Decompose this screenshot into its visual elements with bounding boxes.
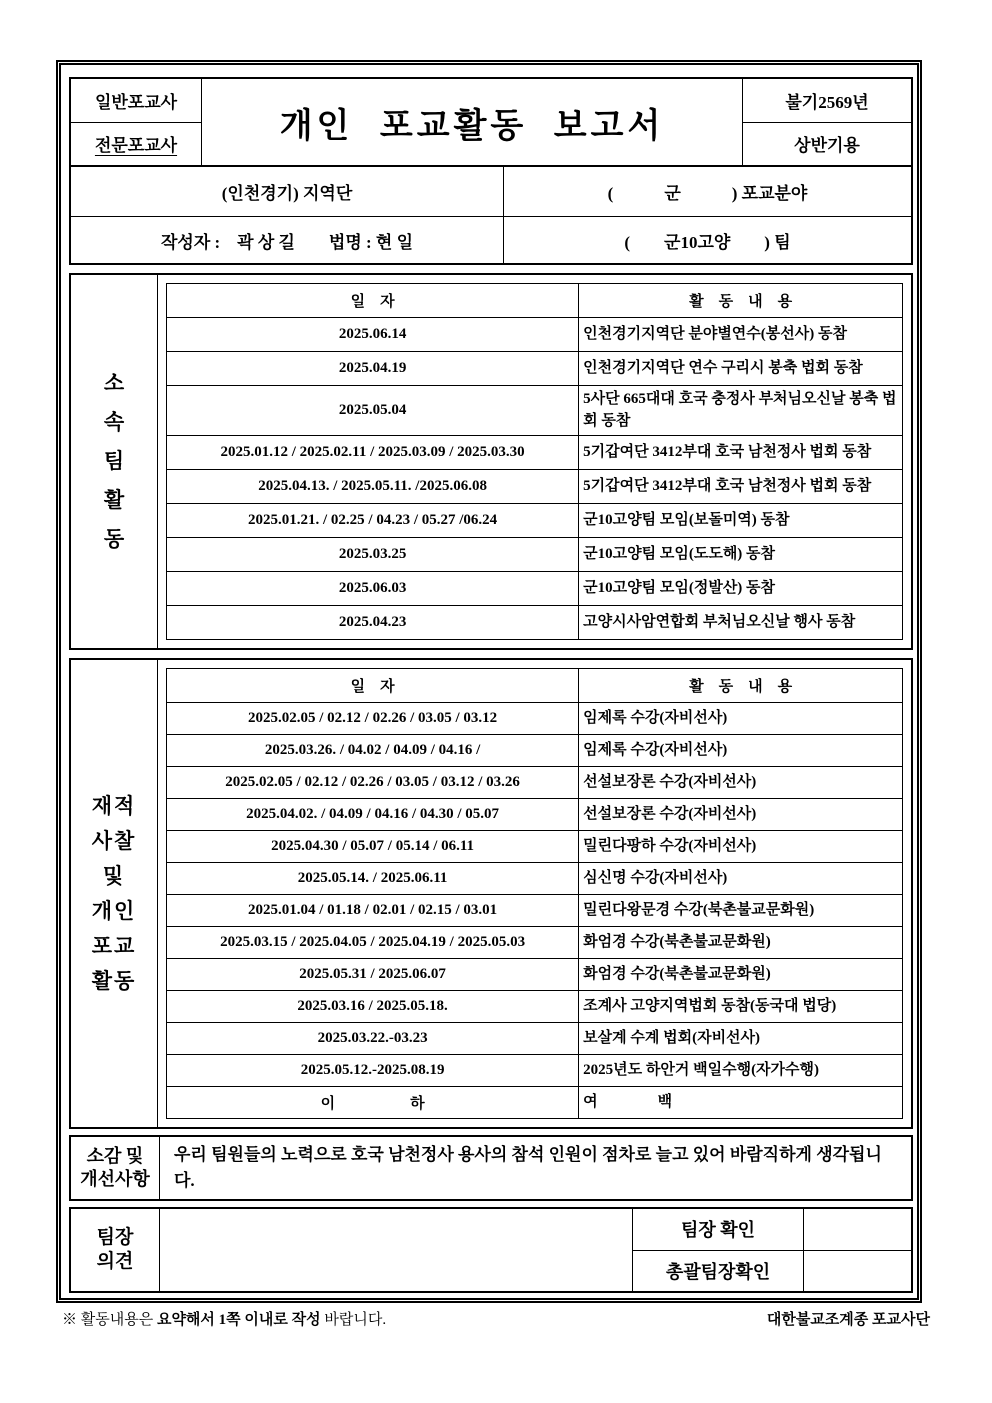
activity-cell: 선설보장론 수강(자비선사) [579, 799, 903, 831]
label-char: 팀 [103, 449, 125, 473]
footer-note [62, 1308, 386, 1329]
table-row [167, 767, 903, 799]
activity-cell: 밀린다왕문경 수강(북촌불교문화원) [579, 895, 903, 927]
approval-sign-column [633, 1209, 911, 1291]
personal-activity-section [69, 658, 913, 1129]
table-row [167, 831, 903, 863]
date-cell: 2025.01.21. / 02.25 / 04.23 / 05.27 /06.24 [167, 504, 579, 538]
date-cell: 2025.05.04 [167, 386, 579, 436]
table-row [167, 735, 903, 767]
general-leader-signature-cell [804, 1251, 911, 1292]
region-text: (인천경기) 지역단 [221, 184, 353, 203]
table-row [167, 606, 903, 640]
team-activity-table-area [158, 275, 911, 648]
team-cell [504, 217, 911, 263]
date-cell: 2025.03.16 / 2025.05.18. [167, 991, 579, 1023]
buddhist-year: 불기2569년 [785, 92, 869, 112]
table-header-row [167, 284, 903, 318]
table-row [167, 318, 903, 352]
date-cell: 2025.05.14. / 2025.06.11 [167, 863, 579, 895]
date-cell: 2025.01.04 / 01.18 / 02.01 / 02.15 / 03.01 [167, 895, 579, 927]
activity-cell: 선설보장론 수강(자비선사) [579, 767, 903, 799]
activity-cell: 군10고양팀 모임(보돌미역) 동참 [579, 504, 903, 538]
date-cell: 2025.02.05 / 02.12 / 02.26 / 03.05 / 03.12 [167, 703, 579, 735]
date-cell: 2025.01.12 / 2025.02.11 / 2025.03.09 / 2025.03.30 [167, 436, 579, 470]
date-cell: 2025.04.23 [167, 606, 579, 640]
label-char: 동 [103, 527, 125, 551]
remarks-label-line2: 개선사항 [80, 1169, 150, 1189]
half-period: 상반기용 [794, 136, 860, 156]
field-cell [504, 167, 911, 216]
activity-cell: 5기갑여단 3412부대 호국 남천정사 법회 동참 [579, 470, 903, 504]
writer-cell [71, 217, 504, 263]
activity-cell: 화엄경 수강(북촌불교문화원) [579, 927, 903, 959]
table-row [167, 799, 903, 831]
writer-text: 작성자 : 곽 상 길 법명 : 현 일 [160, 232, 414, 252]
label-char: 소 [103, 371, 125, 395]
remarks-label [71, 1137, 160, 1199]
column-header-date: 일 자 [167, 284, 579, 318]
label-word: 포교 [91, 933, 137, 958]
table-row [167, 386, 903, 436]
activity-cell: 여 백 [579, 1087, 903, 1119]
table-row [167, 352, 903, 386]
page-title: 개인 포교활동 보고서 [279, 107, 665, 145]
team-leader-approval-row [633, 1209, 911, 1251]
header-box [69, 77, 913, 265]
region-cell [71, 167, 504, 216]
date-cell: 2025.04.19 [167, 352, 579, 386]
activity-cell: 군10고양팀 모임(정발산) 동참 [579, 572, 903, 606]
footer-note-prefix: ※ 활동내용은 [62, 1312, 157, 1328]
table-row [167, 703, 903, 735]
activity-cell: 임제록 수강(자비선사) [579, 703, 903, 735]
personal-activity-table [166, 668, 903, 1119]
general-leader-confirm-text: 총괄팀장확인 [665, 1261, 771, 1282]
remarks-text: 우리 팀원들의 노력으로 호국 남천정사 용사의 참석 인원이 점차로 늘고 있어 바람직하게 생각됩니다. [174, 1144, 882, 1190]
badge-general-label: 일반포교사 [94, 92, 178, 112]
column-header-date: 일 자 [167, 669, 579, 703]
personal-activity-table-area [158, 660, 911, 1127]
remarks-label-line1: 소감 및 [86, 1145, 144, 1166]
table-row [167, 991, 903, 1023]
team-leader-signature-cell [804, 1209, 911, 1250]
activity-cell: 5사단 665대대 호국 충정사 부처님오신날 봉축 법회 동참 [579, 386, 903, 436]
footer-note-bold: 요약해서 1쪽 이내로 작성 [156, 1312, 321, 1328]
form-outer-border [56, 60, 922, 1303]
column-header-activity: 활 동 내 용 [579, 284, 903, 318]
buddhist-year-cell [743, 79, 911, 123]
year-period-column [742, 79, 911, 165]
table-header-row [167, 669, 903, 703]
date-cell: 2025.04.02. / 04.09 / 04.16 / 04.30 / 05.07 [167, 799, 579, 831]
activity-cell: 5기갑여단 3412부대 호국 남천정사 법회 동참 [579, 436, 903, 470]
date-cell: 2025.03.25 [167, 538, 579, 572]
date-cell: 2025.03.15 / 2025.04.05 / 2025.04.19 / 2025.05.03 [167, 927, 579, 959]
activity-cell: 밀린다팡하 수강(자비선사) [579, 831, 903, 863]
badge-professional-missionary [71, 123, 201, 166]
leader-opinion-label-line1: 팀장 [96, 1227, 134, 1249]
table-row [167, 504, 903, 538]
activity-cell: 2025년도 하안거 백일수행(자가수행) [579, 1055, 903, 1087]
header-writer-row [71, 217, 911, 263]
date-cell: 2025.04.13. / 2025.05.11. /2025.06.08 [167, 470, 579, 504]
activity-cell: 화엄경 수강(북촌불교문화원) [579, 959, 903, 991]
activity-cell: 인천경기지역단 분야별연수(봉선사) 동참 [579, 318, 903, 352]
table-row [167, 959, 903, 991]
personal-activity-section-label [71, 660, 158, 1127]
label-word: 개인 [91, 898, 137, 923]
leader-opinion-label-line2: 의견 [96, 1251, 134, 1272]
label-word: 활동 [91, 968, 137, 993]
header-title-row [71, 79, 911, 167]
leader-opinion-label [71, 1209, 160, 1291]
table-row [167, 436, 903, 470]
activity-cell: 군10고양팀 모임(도도해) 동참 [579, 538, 903, 572]
date-cell: 2025.03.26. / 04.02 / 04.09 / 04.16 / [167, 735, 579, 767]
team-text: ( 군10고양 ) 팀 [624, 232, 791, 252]
general-leader-confirm-label [633, 1251, 804, 1292]
date-cell: 2025.06.03 [167, 572, 579, 606]
team-leader-confirm-text: 팀장 확인 [680, 1220, 756, 1241]
badge-general-missionary [71, 79, 201, 123]
leader-opinion-blank-area [160, 1209, 633, 1291]
footer-organization: 대한불교조계종 포교사단 [766, 1312, 930, 1328]
badge-professional-label: 전문포교사 [94, 136, 178, 156]
activity-cell: 보살계 수계 법회(자비선사) [579, 1023, 903, 1055]
table-row [167, 895, 903, 927]
field-text: ( 군 ) 포교분야 [607, 184, 808, 203]
missionary-type-column [71, 79, 202, 165]
table-row [167, 863, 903, 895]
table-row [167, 1023, 903, 1055]
table-row [167, 572, 903, 606]
activity-cell: 임제록 수강(자비선사) [579, 735, 903, 767]
half-period-cell [743, 123, 911, 166]
table-row [167, 470, 903, 504]
table-row [167, 927, 903, 959]
label-char: 속 [103, 410, 125, 434]
label-char: 활 [103, 488, 125, 512]
activity-cell: 고양시사암연합회 부처님오신날 행사 동참 [579, 606, 903, 640]
date-cell: 2025.04.30 / 05.07 / 05.14 / 06.11 [167, 831, 579, 863]
date-cell: 2025.03.22.-03.23 [167, 1023, 579, 1055]
approval-section [69, 1207, 913, 1293]
activity-cell: 인천경기지역단 연수 구리시 봉축 법회 동참 [579, 352, 903, 386]
team-activity-table [166, 283, 903, 640]
footer [62, 1308, 930, 1329]
activity-cell: 심신명 수강(자비선사) [579, 863, 903, 895]
team-activity-section-label [71, 275, 158, 648]
label-word: 재적 [91, 793, 137, 818]
team-leader-confirm-label [633, 1209, 804, 1250]
title-cell [202, 79, 742, 165]
label-word: 및 [102, 863, 126, 888]
table-row-blank-below [167, 1087, 903, 1119]
remarks-text-cell [160, 1137, 911, 1199]
table-row [167, 538, 903, 572]
general-leader-approval-row [633, 1251, 911, 1292]
date-cell: 이 하 [167, 1087, 579, 1119]
column-header-activity: 활 동 내 용 [579, 669, 903, 703]
date-cell: 2025.05.12.-2025.08.19 [167, 1055, 579, 1087]
table-row [167, 1055, 903, 1087]
date-cell: 2025.05.31 / 2025.06.07 [167, 959, 579, 991]
header-region-row [71, 167, 911, 217]
remarks-section [69, 1135, 913, 1201]
activity-cell: 조계사 고양지역법회 동참(동국대 법당) [579, 991, 903, 1023]
date-cell: 2025.06.14 [167, 318, 579, 352]
label-word: 사찰 [91, 828, 137, 853]
team-activity-section [69, 273, 913, 650]
date-cell: 2025.02.05 / 02.12 / 02.26 / 03.05 / 03.12 / 03.26 [167, 767, 579, 799]
footer-note-suffix: 바랍니다. [320, 1312, 387, 1328]
